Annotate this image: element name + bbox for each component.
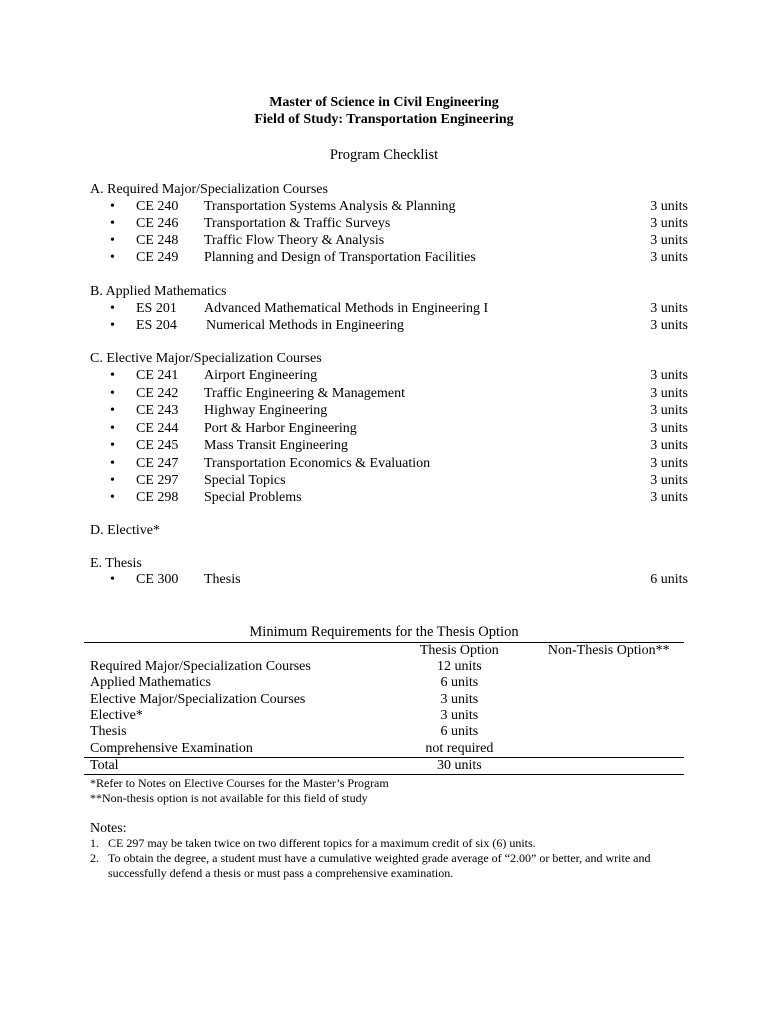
table-row — [84, 740, 684, 757]
bullet-icon: • — [110, 385, 115, 401]
course-units: 3 units — [650, 438, 688, 453]
table-total-row — [84, 757, 684, 774]
course-code: CE 244 — [136, 420, 179, 436]
header-blank — [84, 643, 385, 660]
header-thesis-option: Thesis Option — [419, 643, 499, 658]
row-label: Thesis — [90, 724, 127, 740]
table-row — [84, 692, 684, 708]
course-name: Planning and Design of Transportation Facilities — [204, 250, 476, 265]
list-item — [0, 249, 768, 267]
course-units: 3 units — [650, 420, 688, 436]
row-non-thesis-value — [534, 708, 684, 724]
footnote-non-thesis: **Non-thesis option is not available for this field of study — [90, 791, 368, 805]
course-code: ES 201 — [136, 301, 177, 316]
course-code: ES 204 — [136, 318, 177, 333]
course-code: CE 298 — [136, 490, 179, 505]
course-code: CE 242 — [136, 385, 179, 401]
list-item — [0, 420, 768, 438]
course-code: CE 243 — [136, 403, 179, 418]
section-e-heading: E. Thesis — [90, 556, 142, 571]
row-thesis-value: 6 units — [440, 724, 479, 740]
row-label: Applied Mathematics — [90, 675, 211, 691]
section-d-heading: D. Elective* — [90, 523, 160, 538]
list-item — [0, 472, 768, 490]
row-label: Comprehensive Examination — [90, 740, 253, 756]
total-label: Total — [90, 757, 119, 773]
course-code: CE 300 — [136, 572, 179, 587]
course-name: Transportation Systems Analysis & Planning — [204, 199, 456, 214]
course-units: 3 units — [650, 318, 688, 333]
course-name: Mass Transit Engineering — [204, 438, 348, 453]
course-units: 3 units — [650, 368, 688, 383]
course-units: 3 units — [650, 385, 688, 401]
requirements-table — [84, 642, 684, 775]
bullet-icon: • — [110, 490, 115, 505]
bullet-icon: • — [110, 572, 115, 587]
bullet-icon: • — [110, 368, 115, 383]
row-non-thesis-value — [534, 659, 684, 675]
requirements-caption: Minimum Requirements for the Thesis Option — [249, 624, 519, 640]
course-name: Port & Harbor Engineering — [204, 420, 357, 436]
course-name: Transportation & Traffic Surveys — [204, 216, 391, 231]
course-code: CE 248 — [136, 233, 179, 248]
row-non-thesis-value — [534, 675, 684, 691]
bullet-icon: • — [110, 199, 115, 214]
course-name: Airport Engineering — [204, 368, 318, 383]
list-item — [0, 215, 768, 233]
bullet-icon: • — [110, 455, 115, 471]
course-units: 3 units — [650, 199, 688, 214]
course-name: Special Problems — [204, 490, 302, 505]
row-thesis-value: 3 units — [440, 708, 479, 724]
course-code: CE 246 — [136, 216, 179, 231]
footnote-elective: *Refer to Notes on Elective Courses for the Master’s Program — [90, 776, 389, 790]
course-name: Transportation Economics & Evaluation — [204, 455, 431, 471]
course-name: Traffic Flow Theory & Analysis — [204, 233, 385, 248]
course-units: 3 units — [650, 455, 688, 471]
bullet-icon: • — [110, 301, 115, 316]
list-item — [0, 367, 768, 385]
row-label: Elective Major/Specialization Courses — [90, 691, 306, 707]
bullet-icon: • — [110, 438, 115, 453]
row-label: Required Major/Specialization Courses — [90, 659, 311, 675]
bullet-icon: • — [110, 403, 115, 418]
section-c-heading: C. Elective Major/Specialization Courses — [90, 351, 322, 366]
bullet-icon: • — [110, 216, 115, 231]
row-label: Elective* — [90, 708, 143, 724]
course-name: Thesis — [204, 572, 241, 587]
list-item — [0, 455, 768, 473]
row-non-thesis-value — [534, 692, 684, 708]
bullet-icon: • — [110, 420, 115, 436]
table-row — [84, 659, 684, 675]
section-b-heading: B. Applied Mathematics — [90, 284, 227, 299]
course-units: 6 units — [650, 572, 688, 587]
bullet-icon: • — [110, 250, 115, 265]
table-row — [84, 708, 684, 724]
course-units: 3 units — [650, 233, 688, 248]
notes-heading: Notes: — [90, 821, 127, 836]
list-item — [0, 489, 768, 507]
course-code: CE 241 — [136, 368, 179, 383]
row-thesis-value: not required — [425, 740, 494, 756]
bullet-icon: • — [110, 473, 115, 488]
row-thesis-value: 3 units — [440, 691, 479, 707]
section-a-heading: A. Required Major/Specialization Courses — [90, 182, 328, 197]
course-name: Advanced Mathematical Methods in Engineering I — [204, 301, 489, 316]
total-non-thesis-value — [534, 757, 684, 774]
course-name: Traffic Engineering & Management — [204, 385, 406, 401]
note-number: 1. — [90, 836, 99, 850]
course-units: 3 units — [650, 301, 688, 316]
list-item — [0, 300, 768, 318]
course-units: 3 units — [650, 473, 688, 488]
note-number: 2. — [90, 851, 99, 865]
course-code: CE 245 — [136, 438, 179, 453]
row-thesis-value: 6 units — [440, 675, 479, 691]
course-code: CE 297 — [136, 473, 179, 488]
header-non-thesis-option: Non-Thesis Option** — [547, 643, 670, 658]
list-item — [0, 571, 768, 589]
course-code: CE 249 — [136, 250, 179, 265]
list-item — [0, 317, 768, 335]
course-units: 3 units — [650, 403, 688, 418]
course-name: Highway Engineering — [204, 403, 328, 418]
table-row — [84, 675, 684, 691]
field-of-study-title: Field of Study: Transportation Engineering — [254, 112, 514, 127]
list-item — [0, 232, 768, 250]
bullet-icon: • — [110, 233, 115, 248]
course-name: Special Topics — [204, 473, 286, 488]
course-units: 3 units — [650, 250, 688, 265]
course-code: CE 240 — [136, 199, 179, 214]
course-code: CE 247 — [136, 455, 179, 471]
table-header-row — [84, 643, 684, 660]
total-thesis-value: 30 units — [436, 757, 482, 773]
table-row — [84, 724, 684, 740]
course-units: 3 units — [650, 490, 688, 505]
checklist-title: Program Checklist — [329, 147, 439, 163]
row-thesis-value: 12 units — [436, 659, 482, 675]
course-name: Numerical Methods in Engineering — [206, 318, 404, 333]
document-title: Master of Science in Civil Engineering — [269, 95, 499, 110]
list-item — [0, 437, 768, 455]
bullet-icon: • — [110, 318, 115, 333]
list-item — [0, 402, 768, 420]
note-text: CE 297 may be taken twice on two different topics for a maximum credit of six (6) units. — [108, 836, 536, 850]
note-text: To obtain the degree, a student must have a cumulative weighted grade average of “2.00” or better, and write and successfully defend a thesis or must pass a comprehensive examination. — [108, 851, 651, 880]
course-units: 3 units — [650, 216, 688, 231]
row-non-thesis-value — [534, 724, 684, 740]
row-non-thesis-value — [534, 740, 684, 757]
list-item — [0, 198, 768, 216]
list-item — [0, 385, 768, 403]
